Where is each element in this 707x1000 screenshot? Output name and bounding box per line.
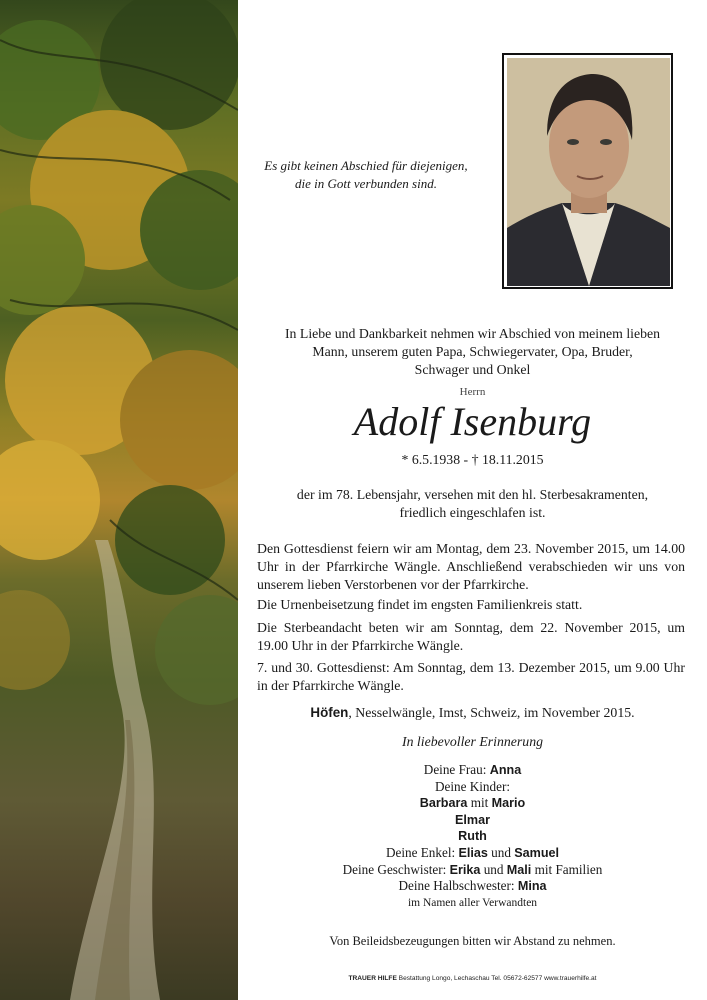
closing-note: Von Beileidsbezeugungen bitten wir Abstand zu nehmen. [329,934,616,948]
family-relatives: im Namen aller Verwandten [407,896,538,909]
family-child-1: Barbara mit Mario [419,795,526,811]
intro-line-2: Mann, unserem guten Papa, Schwiegervater, Opa, Bruder, [312,344,633,359]
intro-line-1: In Liebe und Dankbarkeit nehmen wir Abschied von meinem lieben [284,326,661,341]
place-rest: , Nesselwängle, Imst, Schweiz, im November 2015. [348,705,635,720]
prayer-service-paragraph: Die Sterbeandacht beten wir am Sonntag, dem 22. November 2015, um 19.00 Uhr in der Pfarrkirche Wängle. [257,620,685,653]
portrait-photo [502,53,673,289]
place-date [238,705,707,721]
place-town: Höfen [310,705,349,720]
quote-line-1: Es gibt keinen Abschied für diejenigen, [264,158,468,173]
age-line-1: der im 78. Lebensjahr, versehen mit den hl. Sterbesakramenten, [296,487,649,502]
footer [238,975,707,982]
footer-text: Bestattung Longo, Lechaschau Tel. 05672-62577 www.trauerhilfe.at [396,975,597,982]
quote-line-2: die in Gott verbunden sind. [295,176,437,191]
memorial-mass-paragraph: 7. und 30. Gottesdienst: Am Sonntag, dem 13. Dezember 2015, um 9.00 Uhr in der Pfarrkirche Wängle. [257,660,685,693]
family-siblings: Deine Geschwister: Erika und Mali mit Familien [342,861,603,877]
urn-burial-paragraph: Die Urnenbeisetzung findet im engsten Familienkreis statt. [257,597,583,612]
family-grandchildren: Deine Enkel: Elias und Samuel [385,844,560,860]
age-text [238,486,707,522]
family-list [238,762,707,911]
deceased-name: Adolf Isenburg [353,399,592,444]
life-dates: * 6.5.1938 - † 18.11.2015 [401,452,544,467]
intro-line-3: Schwager und Onkel [414,362,531,377]
remembrance-heading: In liebevoller Erinnerung [401,734,543,749]
footer-brand: TRAUER HILFE [348,975,397,982]
memorial-quote [243,157,489,193]
family-half-sister: Deine Halbschwester: Mina [398,878,547,894]
family-wife: Deine Frau: Anna [423,762,522,777]
family-child-3: Ruth [458,829,487,844]
family-children-label: Deine Kinder: [434,778,511,794]
intro-text [238,325,707,379]
age-line-2: friedlich eingeschlafen ist. [399,505,546,520]
family-child-2: Elmar [454,812,490,827]
forest-path-image [0,0,238,1000]
salutation: Herrn [459,386,486,398]
funeral-service-paragraph: Den Gottesdienst feiern wir am Montag, dem 23. November 2015, um 14.00 Uhr in der Pfarrkirche Wängle. Anschließend verabschieden wir uns von unserem lieben Verstorbenen vor der Pfarrkirche. [257,541,685,592]
